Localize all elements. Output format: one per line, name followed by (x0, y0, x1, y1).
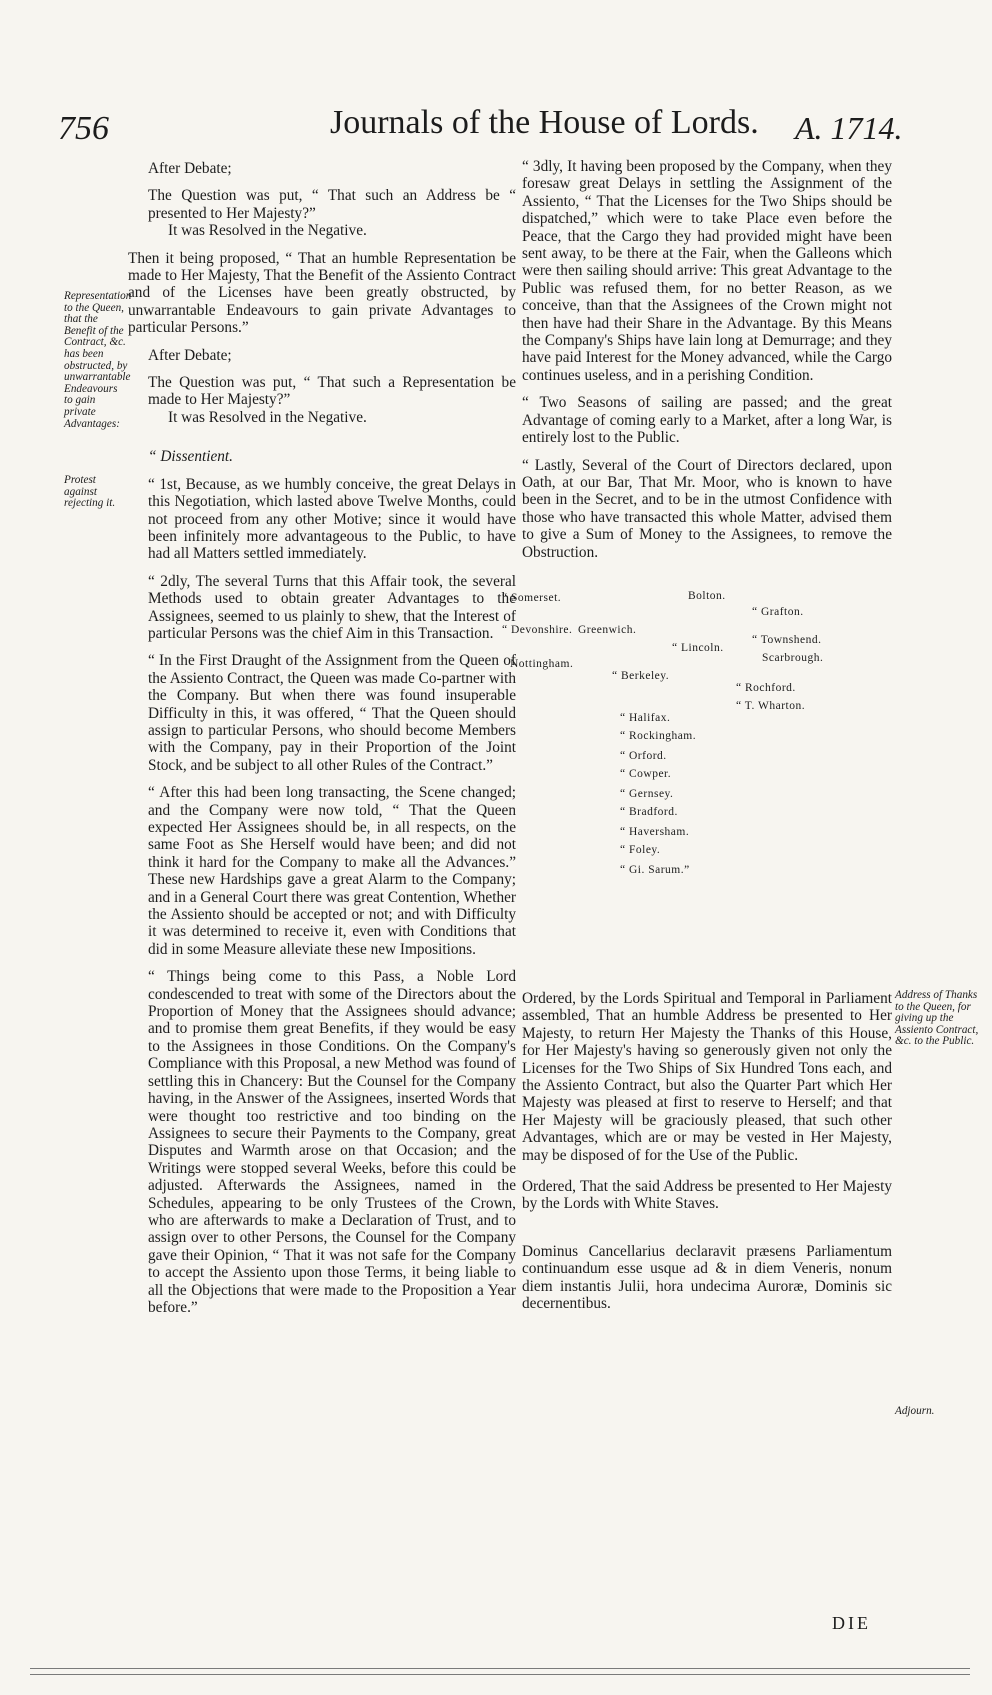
signature: Greenwich. (578, 624, 637, 636)
page-year: A. 1714. (795, 110, 903, 146)
paragraph: “ Dissentient. (148, 448, 233, 466)
paragraph: “ In the First Draught of the Assignment from the Queen of the Assiento Contract, the Queen was made Co-partner with the Company. But when there was found insuperable Difficulty in this, it was offered, “ That the Queen should assign to particular Persons, who should become Members with the Company, pay in their Proportion of the Joint Stock, and be subject to all other Rules of the Contract.” (148, 652, 516, 774)
margin-note-adjourn: Adjourn. (895, 1405, 935, 1417)
signature: “ Devonshire. (502, 624, 573, 636)
paragraph: It was Resolved in the Negative. (168, 222, 367, 240)
signature: Scarbrough. (762, 652, 824, 664)
signature: “ Lincoln. (672, 642, 724, 654)
signature: Nottingham. (510, 658, 574, 670)
bottom-rule (30, 1674, 970, 1675)
adjournment: Dominus Cancellarius declaravit præsens Parliamentum continuandum esse usque ad & in diem Veneris, nonum diem instantis Julii, hora undecima Auroræ, Dominis sic decernentibus. (522, 1242, 892, 1313)
paragraph: “ After this had been long transacting, the Scene changed; and the Company were now told, “ That the Queen expected Her Assignees should be, in all respects, on the same Foot as She Herself would have been; and did not think it hard for the Company to make all the Advances.” These new Hardships gave a great Alarm to the Company; and in a General Court there was great Contention, Whether the Assiento should be accepted or not; and with Difficulty it was determined to receive it, even with Conditions that did in some Measure alleviate these new Impositions. (148, 784, 516, 958)
signature: “ Gernsey. (620, 788, 674, 800)
signature: “ T. Wharton. (736, 700, 806, 712)
signature: “ Gi. Sarum.” (620, 864, 690, 876)
paragraph: “ 3dly, It having been proposed by the Company, when they foresaw great Delays in settling the Assignment of the Assiento, “ That the Licenses for the Two Ships should be dispatched,” which were to take Place even before the Peace, that the Cargo they had provided might have been sent away, to be there at the Fair, when the Galleons which were then sailing should arrive: This great Advantage to the Public was refused them, for no better Reason, as we conceive, than that the Assignees of the Crown might not then have had their Share in the Advantage. By this Means the Company's Ships have lain long at Demurrage; and they have paid Interest for the Money advanced, while the Cargo continues useless, and in a perishing Condition. (522, 158, 892, 384)
signature: “ Cowper. (620, 768, 672, 780)
order-address: Ordered, by the Lords Spiritual and Temporal in Parliament assembled, That an humble Address be presented to Her Majesty, to return Her Majesty the Thanks of this House, for Her Majesty's having so generously given not only the Licenses for the Two Ships of Six Hundred Tons each, and the Assiento Contract, but also the Quarter Part which Her Majesty was pleased at first to reserve to Herself; and that Her Majesty will be graciously pleased, that such other Advantages, which are or may be vested in Her Majesty, may be disposed of for the Use of the Public. (522, 990, 892, 1164)
paragraph: “ 2dly, The several Turns that this Affair took, the several Methods used to obtain greater Advantages to the Assignees, seemed to us plainly to shew, that the Interest of particular Persons was the chief Aim in this Transaction. (148, 572, 516, 642)
paragraph: “ Things being come to this Pass, a Noble Lord condescended to treat with some of the Directors about the Proportion of Money that the Assignees should advance; and to promise them great Benefits, if they would be easy to the Assignees in those Conditions. On the Company's Compliance with this Proposal, a new Method was found of settling this in Chancery: But the Counsel for the Company having, in the Answer of the Assignees, inserted Words that were thought too restrictive and too binding on the Assignees to secure their Payments to the Company, great Disputes and Warmth arose on that Occasion; and the Writings were stopped several Weeks, before this could be adjusted. Afterwards the Assignees, named in the Schedules, appearing to be only Trustees of the Crown, who are afterwards to make a Declaration of Trust, and to assign over to other Persons, the Counsel for the Company gave their Opinion, “ That it was not safe for the Company to accept the Assiento upon those Terms, it being liable to all the Objections that were made to the Proposition a Year before.” (148, 968, 516, 1316)
order-presented: Ordered, That the said Address be presented to Her Majesty by the Lords with White Staves. (522, 1178, 892, 1213)
paragraph: After Debate; (148, 160, 232, 177)
signature: “ Somerset. (502, 592, 562, 604)
signature: “ Rockingham. (620, 730, 697, 742)
signature: “ Halifax. (620, 712, 671, 724)
right-column (502, 158, 892, 561)
signature: “ Rochford. (736, 682, 796, 694)
running-title: Journals of the House of Lords. (330, 104, 759, 141)
signature: “ Bradford. (620, 806, 678, 818)
catchword: DIE (832, 1613, 871, 1633)
orders-block (502, 990, 892, 1313)
paragraph: The Question was put, “ That such a Representation be made to Her Majesty?” (148, 374, 516, 409)
signature: Bolton. (688, 590, 726, 602)
signature: “ Townshend. (752, 634, 822, 646)
margin-note-representation: Representation to the Queen, that the Benefit of the Contract, &c. has been obstructed, by unwarrantable Endeavours to gain private Advantages: (64, 290, 132, 430)
paragraph: It was Resolved in the Negative. (168, 408, 367, 426)
signature: “ Haversham. (620, 826, 690, 838)
paragraph: “ Lastly, Several of the Court of Directors declared, upon Oath, at our Bar, That Mr. Moor, who is known to have been in the Secret, and to be in the utmost Confidence with those who have transacted this whole Matter, advised them to give a Sum of Money to the Assignees, to remove the Obstruction. (522, 456, 892, 561)
paragraph: “ 1st, Because, as we humbly conceive, the great Delays in this Negotiation, which lasted above Twelve Months, could not proceed from any other Motive; since it would have been infinitely more advantageous to the Public, to have had all Matters settled immediately. (148, 475, 516, 563)
page-number: 756 (58, 110, 109, 147)
signature: “ Foley. (620, 844, 661, 856)
paragraph: “ Two Seasons of sailing are passed; and the great Advantage of coming early to a Market, after a long War, is entirely lost to the Public. (522, 394, 892, 447)
paragraph: After Debate; (148, 346, 232, 364)
margin-note-protest: Protest against rejecting it. (64, 474, 116, 510)
bottom-rule (30, 1668, 970, 1669)
signature: “ Berkeley. (612, 670, 670, 682)
signature: “ Grafton. (752, 606, 804, 618)
margin-note-address: Address of Thanks to the Queen, for giving up the Assiento Contract, &c. to the Public. (895, 989, 979, 1048)
paragraph: The Question was put, “ That such an Address be “ presented to Her Majesty?” (148, 187, 516, 222)
paragraph: Then it being proposed, “ That an humble Representation be made to Her Majesty, That the Benefit of the Assiento Contract and of the Licenses have been greatly obstructed, by unwarrantable Endeavours to gain private Advantages to particular Persons.” (128, 249, 516, 337)
signature: “ Orford. (620, 750, 667, 762)
left-column (128, 160, 516, 1316)
